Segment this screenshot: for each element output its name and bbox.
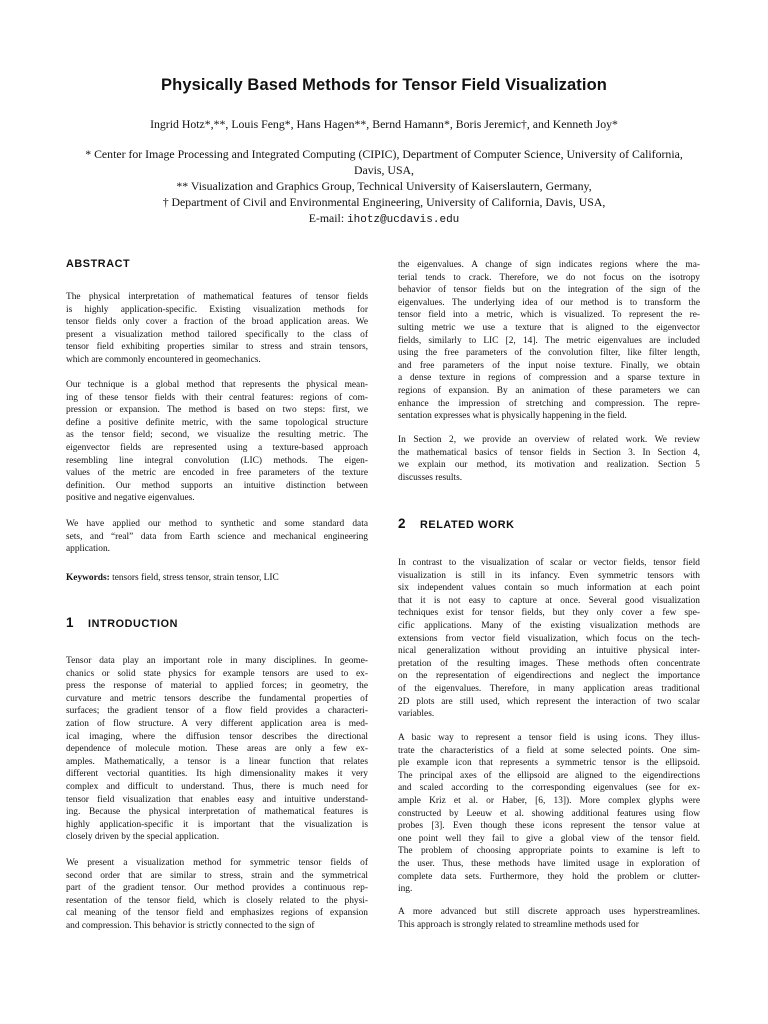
text-line: The physical interpretation of mathematical features of tensor fields <box>66 292 368 302</box>
keywords-text: tensors field, stress tensor, strain tensor, LIC <box>112 573 279 583</box>
affiliation-civil-engineering: † Department of Civil and Environmental Engineering, University of California, Davis, USA, <box>162 195 606 209</box>
text-line: curvature and metric tensors describe the fundamental properties of <box>66 693 368 704</box>
text-line: ple example icon that represents a symmetric tensor is the ellipsoid. <box>398 758 700 769</box>
text-line: eigenvalues. The underlying idea of our method is to transform the <box>398 297 700 308</box>
text-line: closely driven by the special application. <box>66 832 220 843</box>
text-line: eigenvector fields are represented using a texture-based approach <box>66 442 368 453</box>
author-list: Ingrid Hotz*,**, Louis Feng*, Hans Hagen**, Bernd Hamann*, Boris Jeremic†, and Kenneth Joy* <box>150 117 618 131</box>
text-line: definition. Our method supports an intuitive distinction between <box>66 480 368 491</box>
related-paragraph-1 <box>398 557 700 721</box>
intro-paragraph-2 <box>66 857 368 933</box>
text-line: the mathematical basics of tensor fields in Section 3. In Section 4, <box>398 447 700 458</box>
text-line: extensions from vector field visualization, which focus on the tech- <box>398 633 700 644</box>
text-line: complex and difficult to understand. Thus, there is much need for <box>66 781 368 792</box>
text-line: trate the characteristics of a field at some selected points. One sim- <box>398 745 700 756</box>
text-line: resembling line integral convolution (LIC) methods. The eigen- <box>66 455 368 466</box>
text-line: the eigenvalues. A change of sign indicates regions where the ma- <box>398 260 700 270</box>
section-2-heading <box>398 516 515 531</box>
text-line: behavior of tensor fields but on the integration of the sign of the <box>398 285 700 296</box>
text-line: which are commonly encountered in geomechanics. <box>66 354 261 365</box>
intro-continued-paragraph <box>398 259 700 423</box>
affiliation-kaiserslautern: ** Visualization and Graphics Group, Technical University of Kaiserslautern, Germany, <box>176 179 592 193</box>
text-line: a dense texture in regions of compression and a sparse texture in <box>398 373 700 384</box>
text-line: In Section 2, we provide an overview of related work. We review <box>398 435 700 445</box>
section-1-title: INTRODUCTION <box>88 618 178 630</box>
text-line: tensor field visualization that enables easy and intuitive understand- <box>66 794 368 805</box>
email-address[interactable]: ihotz@ucdavis.edu <box>347 214 460 226</box>
text-line: probes [3]. Even though these icons represent the tensor value at <box>398 821 700 832</box>
abstract-paragraph-3 <box>66 518 368 556</box>
text-line: terial tends to crack. Therefore, we do not focus on the isotropy <box>398 272 700 283</box>
affiliation-cipic: * Center for Image Processing and Integrated Computing (CIPIC), Department of Computer Science, University of California, <box>85 147 683 161</box>
text-line: ing of these tensor fields with their central features: regions of com- <box>66 392 368 403</box>
keywords-label: Keywords: <box>66 573 110 583</box>
text-line: cific applications. Many of the existing visualization methods are <box>398 620 700 631</box>
text-line: values of the metric are encoded in free parameters of the texture <box>66 468 368 479</box>
text-line: pression or expansion. The method is based on two steps: first, we <box>66 405 368 416</box>
text-line: highly application-specific it is important that the visualization is <box>66 819 368 830</box>
intro-paragraph-1 <box>66 655 368 844</box>
text-line: complete data sets. Furthermore, they hold the problem or clutter- <box>398 871 700 882</box>
abstract-paragraph-2 <box>66 379 368 505</box>
text-line: discusses results. <box>398 472 463 483</box>
text-line: and free parameters of the input noise texture. Finally, we obtain <box>398 360 700 371</box>
text-line: tensor fields only cover a fraction of the broad application areas. We <box>66 317 368 328</box>
text-line: part of the gradient tensor. Our method provides a continuous rep- <box>66 883 368 894</box>
text-line: ample Kriz et al. or Haber, [6, 13]). More complex glyphs were <box>398 795 700 806</box>
text-line: The principal axes of the ellipsoid are aligned to the eigendirections <box>398 770 700 781</box>
text-line: A basic way to represent a tensor field is using icons. They illus- <box>398 733 700 743</box>
email-line <box>58 210 710 228</box>
text-line: sentation expresses what is physically happening in the field. <box>398 411 627 422</box>
text-line: fields, similarly to LIC [2, 14]. The metric eigenvalues are included <box>398 335 700 346</box>
text-line: on the representation of eigendirections and neglect the importance <box>398 671 700 682</box>
text-line: sulting metric we use a texture that is aligned to the eigenvector <box>398 322 700 333</box>
text-line: We present a visualization method for symmetric tensor fields of <box>66 858 368 868</box>
abstract-heading <box>66 255 130 270</box>
text-line: We have applied our method to synthetic and some standard data <box>66 519 368 529</box>
text-line: zation of flow structure. A very different application area is med- <box>66 718 368 729</box>
related-paragraph-2 <box>398 732 700 896</box>
text-line: visualization is still in its infancy. Even symmetric tensors with <box>398 570 700 581</box>
text-line: we explain our method, its motivation and realization. Section 5 <box>398 460 700 471</box>
text-line: resentation of the tensor field, which is closely related to the physi- <box>66 895 368 906</box>
text-line: present a visualization method tailored specifically to the class of <box>66 329 368 340</box>
text-line: In contrast to the visualization of scalar or vector fields, tensor field <box>398 558 700 568</box>
related-paragraph-3 <box>398 906 700 931</box>
section-2-number: 2 <box>398 516 406 531</box>
text-line: surfaces; the gradient tensor of a flow field provides a characteri- <box>66 706 368 717</box>
text-line: of the eigenvalues. Therefore, in many application areas traditional <box>398 683 700 694</box>
text-line: pretation of the resulting images. These methods often concentrate <box>398 658 700 669</box>
text-line: that it is not easy to capture at once. Several good visualization <box>398 595 700 606</box>
text-line: press the response of material to applied forces; in geometry, the <box>66 681 368 692</box>
text-line: enhance the impression of stretching and compression. The repre- <box>398 398 700 409</box>
email-label: E-mail: <box>308 211 345 225</box>
text-line: nical generalization without providing an intuitive physical inter- <box>398 646 700 657</box>
text-line: ing. <box>398 884 413 895</box>
text-line: sets, and “real” data from Earth science and mechanical engineering <box>66 531 368 542</box>
abstract-paragraph-1 <box>66 291 368 367</box>
text-line: define a positive definite metric, with the same topological structure <box>66 417 368 428</box>
text-line: as the tensor field; second, we visualize the resulting metric. The <box>66 430 368 441</box>
text-line: The problem of choosing appropriate points to examine is left to <box>398 846 700 857</box>
text-line: is highly application-specific. Existing visualization methods for <box>66 304 368 315</box>
text-line: regions of expansion. By an animation of these parameters we can <box>398 385 700 396</box>
abstract-heading-text: ABSTRACT <box>66 258 131 270</box>
text-line: tensor field exhibiting properties similar to stress and strain tensors, <box>66 342 368 353</box>
text-line: application. <box>66 544 110 555</box>
text-line: using the free parameters of the convolution filter, like filter length, <box>398 348 700 359</box>
section-overview-paragraph <box>398 434 700 484</box>
affiliation-cipic-location: Davis, USA, <box>354 163 414 177</box>
affiliations <box>58 146 710 228</box>
text-line: constructed by Leeuw et al. showing additional features using flow <box>398 808 700 819</box>
section-1-heading <box>66 615 178 630</box>
text-line: second order that are similar to stress, strain and the symmetrical <box>66 870 368 881</box>
keywords-line <box>66 572 368 585</box>
text-line: ing. Because the physical interpretation of mathematical features is <box>66 807 368 818</box>
text-line: and scaled according to the corresponding eigenvalues (see for ex- <box>398 783 700 794</box>
text-line: A more advanced but still discrete approach uses hyperstreamlines. <box>398 907 700 917</box>
text-line: Tensor data play an important role in many disciplines. In geome- <box>66 656 368 666</box>
text-line: and compression. This behavior is strictly connected to the sign of <box>66 920 315 931</box>
section-1-number: 1 <box>66 615 74 630</box>
text-line: tensor field into a metric, which is visualized. To represent the re- <box>398 310 700 321</box>
text-line: one point well they fail to give a global view of the tensor field. <box>398 833 700 844</box>
text-line: ical imaging, where the diffusion tensor describes the directional <box>66 731 368 742</box>
text-line: the user. Thus, these methods have limited usage in exploration of <box>398 858 700 869</box>
text-line: This approach is strongly related to streamline methods used for <box>398 919 639 930</box>
text-line: dependence of molecule motion. These areas are only a few ex- <box>66 744 368 755</box>
text-line: different vectorial quantities. Its high dimensionality makes it very <box>66 769 368 780</box>
text-line: six independent values contain so much information at each point <box>398 583 700 594</box>
paper-title: Physically Based Methods for Tensor Field Visualization <box>161 76 607 94</box>
text-line: positive and negative eigenvalues. <box>66 493 195 504</box>
text-line: variables. <box>398 709 435 720</box>
text-line: 2D plots are still used, which represent the interaction of two scalar <box>398 696 700 707</box>
text-line: techniques exist for tensor fields, but they only cover a few spe- <box>398 608 700 619</box>
text-line: chanics or solid state physics for example tensors are used to ex- <box>66 668 368 679</box>
text-line: Our technique is a global method that represents the physical mean- <box>66 380 368 390</box>
section-2-title: RELATED WORK <box>420 519 515 531</box>
text-line: amples. Mathematically, a tensor is a linear function that relates <box>66 756 368 767</box>
text-line: cal meaning of the tensor field and emphasizes regions of expansion <box>66 908 368 919</box>
